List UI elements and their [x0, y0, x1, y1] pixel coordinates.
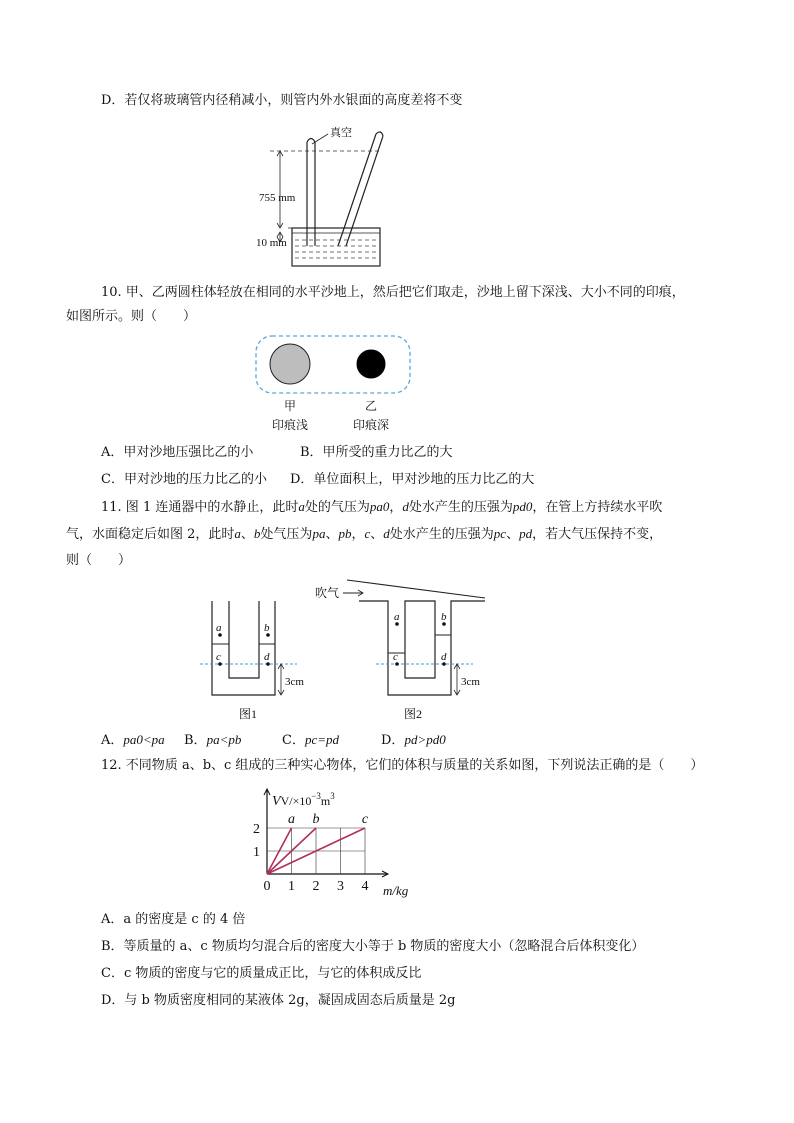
- q10-option-c: C．甲对沙地的压力比乙的小: [101, 472, 267, 487]
- height-755-label: 755 mm: [259, 192, 296, 204]
- volume-mass-chart: [240, 782, 440, 904]
- q12-option-d: D．与 b 物质密度相同的某液体 2g，凝固成固态后质量是 2g: [101, 993, 456, 1008]
- series-label-b: b: [312, 812, 320, 827]
- x-tick-label: 4: [361, 879, 369, 894]
- q10-option-a: A．甲对沙地压强比乙的小: [101, 445, 254, 460]
- y-tick-label: 1: [253, 845, 260, 860]
- fig1-caption: 图1: [238, 707, 258, 721]
- q10-stem-line2: 如图所示。则（ ）: [66, 309, 197, 324]
- q11-option-d: D．pd>pd0: [381, 732, 446, 748]
- imprint-jia: [270, 344, 310, 384]
- chart-ylabel: $VV/\times 10^{-3}m^3$: [272, 791, 335, 809]
- q11-stem-line2: 气，水面稳定后如图 2，此时a、b处气压为pa、pb，c、d处水产生的压强为pc、pd，若大气压保持不变，: [66, 526, 663, 542]
- sand-imprint-figure: [252, 333, 416, 435]
- fig2-caption: 图2: [403, 707, 423, 721]
- label-jia: 甲: [283, 399, 297, 413]
- label-yi: 乙: [364, 399, 378, 413]
- series-label-a: a: [288, 812, 295, 827]
- fig2-vessel: [315, 580, 485, 721]
- x-tick-label: 1: [288, 879, 295, 894]
- label-yi-desc: 印痕深: [352, 418, 390, 432]
- x-tick-label: 3: [337, 879, 344, 894]
- height-10-label: 10 mm: [256, 237, 287, 249]
- q11-option-b: B．pa<pb: [184, 732, 242, 748]
- q12-option-b: B．等质量的 a、c 物质均匀混合后的密度大小等于 b 物质的密度大小（忽略混合后体积变化）: [101, 939, 645, 954]
- q12-option-a: A．a 的密度是 c 的 4 倍: [101, 912, 246, 927]
- q10-stem-line1: 10. 甲、乙两圆柱体轻放在相同的水平沙地上，然后把它们取走，沙地上留下深浅、大小不同的印痕，: [101, 285, 685, 300]
- barometer-figure: [250, 120, 400, 270]
- fig1-pt-b: b: [264, 622, 270, 634]
- q11-stem-line1: 11. 图 1 连通器中的水静止，此时a处的气压为pa0，d处水产生的压强为pd0，在管上方持续水平吹: [101, 499, 663, 515]
- q10-option-b: B．甲所受的重力比乙的大: [300, 445, 453, 460]
- fig2-pt-c: c: [393, 651, 398, 663]
- series-label-c: c: [361, 812, 369, 827]
- mercury-basin: [292, 228, 380, 266]
- fig2-pt-b: b: [441, 611, 447, 623]
- q12-stem: 12. 不同物质 a、b、c 组成的三种实心物体，它们的体积与质量的关系如图，下列说法正确的是（ ）: [101, 758, 704, 773]
- q10-option-d: D．单位面积上，甲对沙地的压力比乙的大: [290, 472, 535, 487]
- x-tick-label: 0: [263, 879, 271, 894]
- connected-vessel-figure: [195, 578, 495, 726]
- q11-stem-line3: 则（ ）: [66, 553, 132, 568]
- chart-xlabel: m/kg: [383, 883, 409, 898]
- vacuum-label: 真空: [330, 127, 352, 139]
- q9-option-d: D．若仅将玻璃管内径稍减小，则管内外水银面的高度差将不变: [101, 93, 463, 108]
- blow-label: 吹气: [315, 586, 340, 600]
- fig1-vessel: [200, 601, 304, 721]
- q11-option-a: A．pa0<pa: [101, 732, 165, 748]
- fig2-pt-a: a: [394, 611, 400, 623]
- fig2-pt-d: d: [441, 651, 447, 663]
- imprint-yi: [357, 350, 385, 378]
- label-jia-desc: 印痕浅: [271, 418, 309, 432]
- fig1-pt-c: c: [216, 651, 221, 663]
- vertical-tube: [307, 139, 315, 247]
- x-tick-label: 2: [312, 879, 320, 894]
- y-tick-label: 2: [253, 822, 260, 837]
- fig1-pt-a: a: [216, 622, 222, 634]
- slanted-tube: [338, 132, 383, 246]
- q11-option-c: C．pc=pd: [282, 732, 339, 748]
- fig1-height-label: 3cm: [285, 676, 304, 688]
- fig1-pt-d: d: [264, 651, 270, 663]
- fig2-height-label: 3cm: [461, 676, 480, 688]
- q12-option-c: C．c 物质的密度与它的质量成正比，与它的体积成反比: [101, 966, 422, 981]
